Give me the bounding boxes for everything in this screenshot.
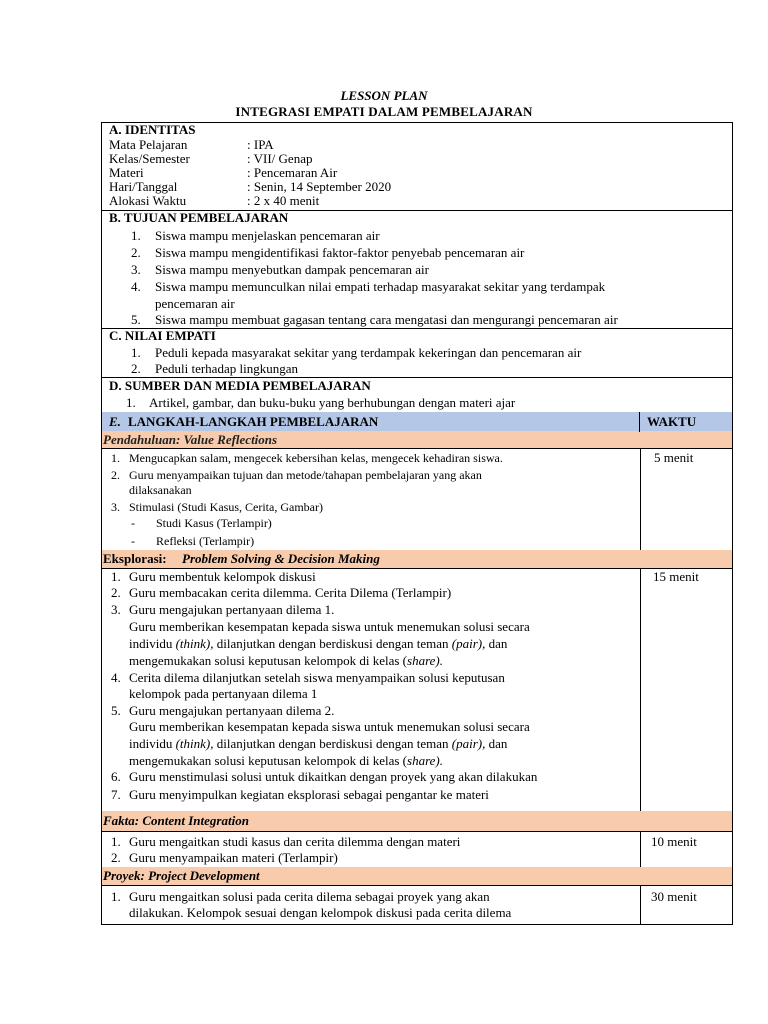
text-run: mengemukakan solusi keputusan kelompok di kelas ( [129, 753, 408, 768]
list-item-continued: kelompok pada pertanyaan dilema 1 [129, 686, 318, 701]
proyek-heading-row [101, 867, 733, 886]
list-number: 1. [111, 889, 121, 904]
list-item: Guru mengaitkan solusi pada cerita dilema sebagai proyek yang akan [129, 889, 490, 904]
list-item-continued [129, 754, 443, 768]
list-item: Guru membacakan cerita dilemma. Cerita Dilema (Terlampir) [129, 585, 452, 600]
list-item: Guru menyampaikan materi (Terlampir) [129, 850, 338, 865]
list-item: Guru membentuk kelompok diskusi [129, 569, 316, 584]
list-item-continued [129, 737, 507, 751]
list-item-continued: Guru memberikan kesempatan kepada siswa untuk menemukan solusi secara [129, 619, 530, 634]
list-number: 1. [111, 569, 121, 584]
eksplorasi-heading-row [101, 550, 733, 569]
list-item: Peduli kepada masyarakat sekitar yang terdampak kekeringan dan pencemaran air [155, 345, 582, 360]
list-item: Guru menstimulasi solusi untuk dikaitkan dengan proyek yang akan dilakukan [129, 769, 538, 784]
list-number: 2. [111, 585, 121, 600]
langkah-heading: LANGKAH-LANGKAH PEMBELAJARAN [128, 414, 379, 429]
dash-bullet: - [131, 534, 135, 548]
waktu-value: 10 menit [651, 834, 697, 849]
identitas-label: Kelas/Semester [109, 151, 190, 166]
text-run-italic: share). [407, 753, 444, 768]
identitas-value: : Pencemaran Air [247, 165, 338, 180]
langkah-letter: E. [109, 414, 121, 429]
dash-bullet: - [131, 516, 135, 530]
pendahuluan-content [101, 448, 733, 551]
list-number: 5. [111, 703, 121, 718]
list-item: Peduli terhadap lingkungan [155, 361, 298, 376]
list-number: 4. [131, 279, 141, 294]
list-number: 2. [111, 468, 120, 482]
list-item: Guru mengajukan pertanyaan dilema 1. [129, 602, 335, 617]
document-subtitle: INTEGRASI EMPATI DALAM PEMBELAJARAN [235, 104, 533, 119]
identitas-value: : 2 x 40 menit [247, 193, 320, 208]
text-run-italic: share). [407, 653, 444, 668]
text-run: , dilanjutkan dengan berdiskusi dengan teman [210, 736, 452, 751]
list-item: Mengucapkan salam, mengecek kebersihan kelas, mengecek kehadiran siswa. [129, 451, 503, 465]
list-item: Siswa mampu menyebutkan dampak pencemaran air [155, 262, 429, 277]
identitas-value: : Senin, 14 September 2020 [247, 179, 392, 194]
list-number: 1. [111, 451, 120, 465]
proyek-content [101, 885, 733, 925]
list-item: Artikel, gambar, dan buku-buku yang berhubungan dengan materi ajar [149, 395, 516, 410]
list-number: 2. [111, 850, 121, 865]
list-number: 3. [111, 500, 120, 514]
sub-item: Refleksi (Terlampir) [156, 534, 255, 548]
text-run-italic: (pair), [451, 736, 486, 751]
pendahuluan-heading-row [101, 431, 733, 449]
list-item: Siswa mampu membuat gagasan tentang cara mengatasi dan mengurangi pencemaran air [155, 312, 618, 327]
list-number: 1. [111, 834, 121, 849]
fakta-heading: Fakta: Content Integration [103, 813, 249, 828]
waktu-heading: WAKTU [647, 414, 697, 429]
identitas-label: Mata Pelajaran [109, 137, 188, 152]
text-run-italic: (pair), [451, 636, 486, 651]
identitas-label: Hari/Tanggal [109, 179, 178, 194]
text-run: individu [129, 636, 176, 651]
fakta-content [101, 831, 733, 868]
list-item: Cerita dilema dilanjutkan setelah siswa menyampaikan solusi keputusan [129, 670, 505, 685]
section-tujuan [101, 210, 733, 329]
waktu-value: 5 menit [654, 450, 694, 465]
document-title: LESSON PLAN [340, 88, 428, 103]
text-run: dan [485, 636, 508, 651]
identitas-value: : IPA [247, 137, 274, 152]
list-item: Siswa mampu memunculkan nilai empati terhadap masyarakat sekitar yang terdampak [155, 279, 606, 294]
text-run: dan [485, 736, 508, 751]
list-item-continued: dilakukan. Kelompok sesuai dengan kelompok diskusi pada cerita dilema [129, 905, 512, 920]
list-item: Guru menyampaikan tujuan dan metode/tahapan pembelajaran yang akan [129, 468, 482, 482]
section-nilai [101, 328, 733, 378]
list-item: Guru menyimpulkan kegiatan eksplorasi sebagai pengantar ke materi [129, 787, 489, 802]
column-divider [640, 568, 641, 812]
list-item: Siswa mampu menjelaskan pencemaran air [155, 228, 380, 243]
eksplorasi-heading-label: Eksplorasi: [103, 551, 167, 566]
fakta-heading-row [101, 811, 733, 832]
eksplorasi-heading-title: Problem Solving & Decision Making [182, 551, 380, 566]
text-run: , dilanjutkan dengan berdiskusi dengan teman [210, 636, 452, 651]
column-divider [640, 831, 641, 868]
list-item-continued [129, 637, 507, 651]
list-item: Guru mengaitkan studi kasus dan cerita dilemma dengan materi [129, 834, 461, 849]
waktu-value: 30 menit [651, 889, 697, 904]
list-item: Siswa mampu mengidentifikasi faktor-faktor penyebab pencemaran air [155, 245, 525, 260]
nilai-heading: C. NILAI EMPATI [109, 328, 216, 343]
identitas-label: Alokasi Waktu [109, 193, 187, 208]
section-sumber [101, 377, 733, 413]
sub-item: Studi Kasus (Terlampir) [156, 516, 272, 530]
column-divider [639, 412, 640, 432]
list-number: 3. [111, 602, 121, 617]
list-number: 5. [131, 312, 141, 327]
column-divider [640, 448, 641, 551]
sumber-heading: D. SUMBER DAN MEDIA PEMBELAJARAN [109, 378, 371, 393]
section-identitas [101, 122, 733, 211]
list-number: 2. [131, 245, 141, 260]
list-number: 3. [131, 262, 141, 277]
list-item: Guru mengajukan pertanyaan dilema 2. [129, 703, 335, 718]
text-run: individu [129, 736, 176, 751]
list-item-continued: dilaksanakan [129, 483, 192, 497]
identitas-label: Materi [109, 165, 144, 180]
text-run-italic: (think) [175, 736, 211, 751]
list-item-continued: Guru memberikan kesempatan kepada siswa untuk menemukan solusi secara [129, 719, 530, 734]
tujuan-heading: B. TUJUAN PEMBELAJARAN [109, 210, 289, 225]
pendahuluan-heading: Pendahuluan: Value Reflections [103, 432, 278, 447]
list-item-continued: pencemaran air [155, 296, 235, 311]
list-number: 1. [131, 345, 141, 360]
list-item: Stimulasi (Studi Kasus, Cerita, Gambar) [129, 500, 323, 514]
list-number: 1. [126, 395, 136, 410]
text-run-italic: (think) [175, 636, 211, 651]
text-run: mengemukakan solusi keputusan kelompok di kelas ( [129, 653, 408, 668]
list-number: 2. [131, 361, 141, 376]
list-number: 6. [111, 769, 121, 784]
list-number: 1. [131, 228, 141, 243]
identitas-heading: A. IDENTITAS [109, 122, 196, 137]
list-item-continued [129, 654, 443, 668]
eksplorasi-content [101, 568, 733, 812]
list-number: 4. [111, 670, 121, 685]
list-number: 7. [111, 787, 121, 802]
identitas-value: : VII/ Genap [247, 151, 313, 166]
column-divider [640, 885, 641, 925]
proyek-heading: Proyek: Project Development [103, 868, 260, 883]
waktu-value: 15 menit [653, 569, 699, 584]
